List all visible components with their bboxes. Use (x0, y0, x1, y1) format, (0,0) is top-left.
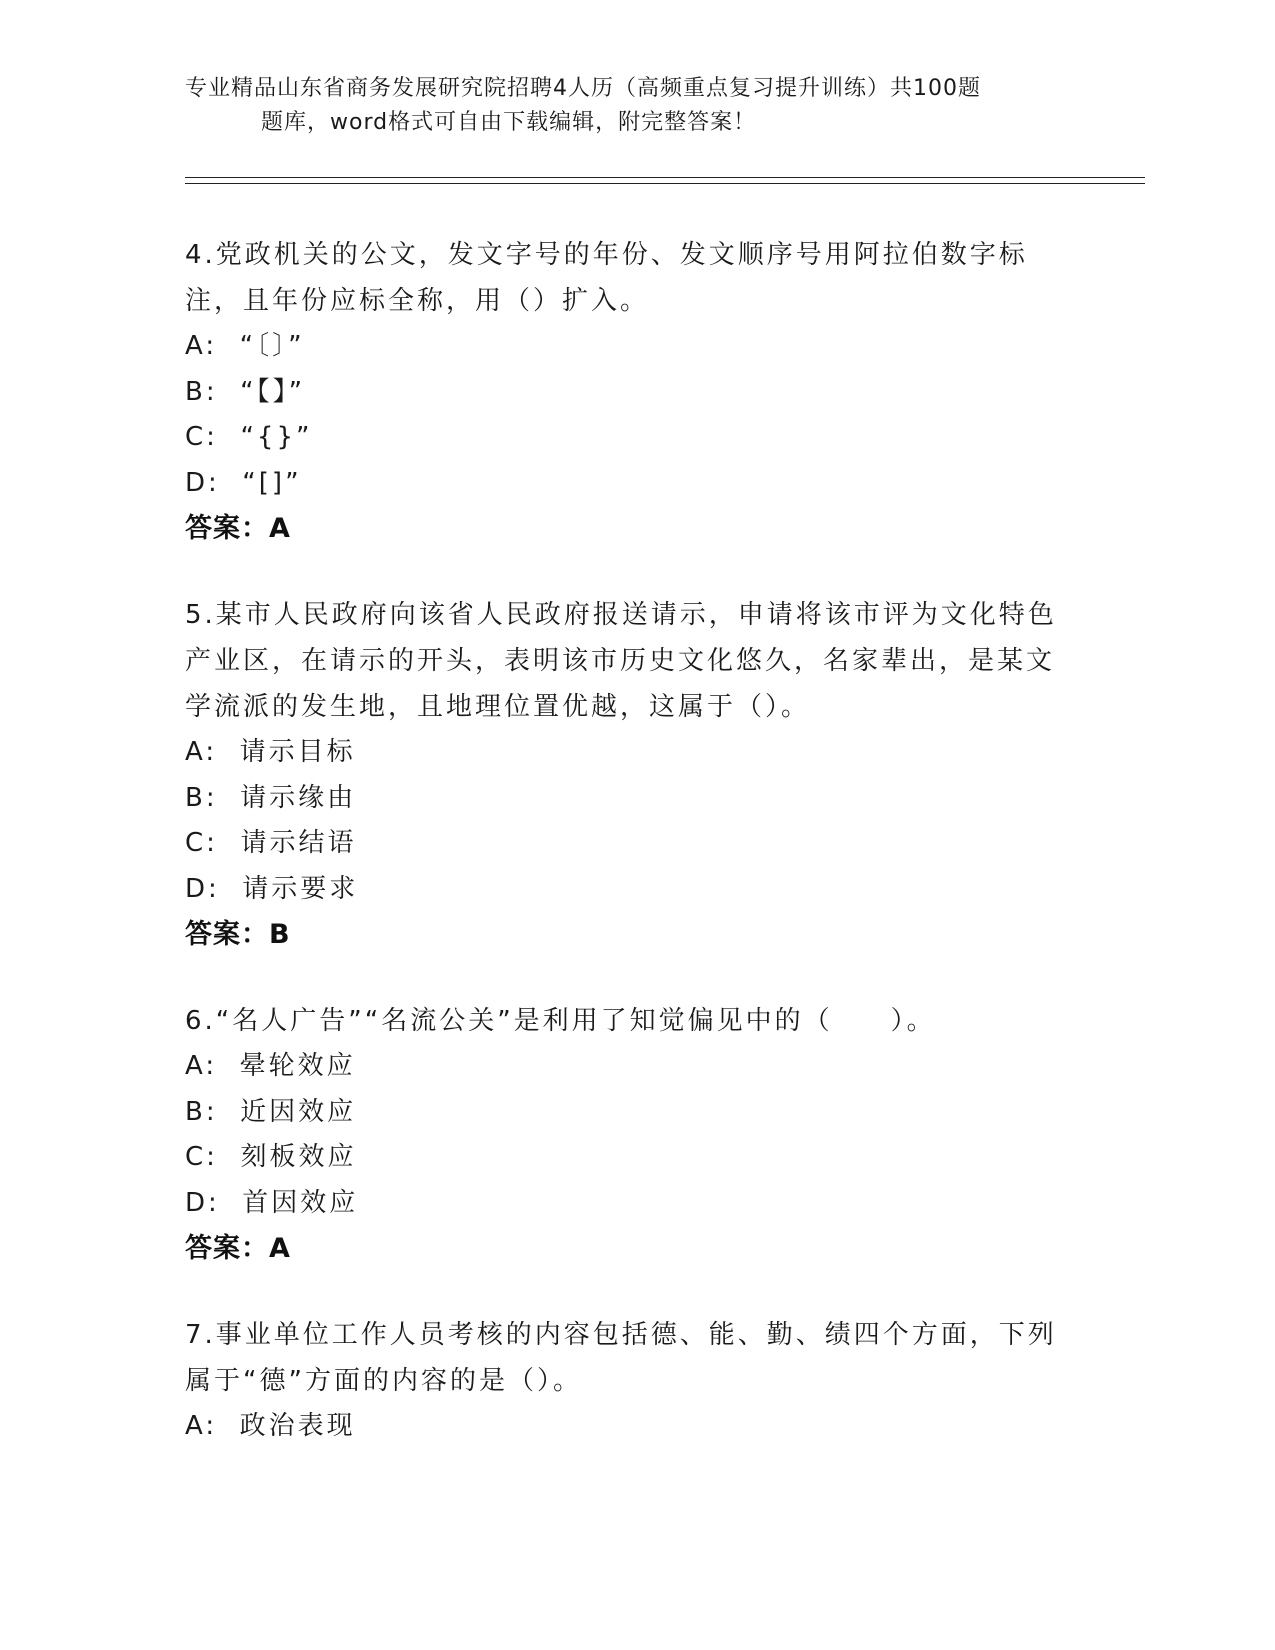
question-list (185, 232, 1065, 1490)
header-divider-top (185, 177, 1145, 178)
option-b: B: 近因效应 (185, 1096, 357, 1127)
option-c: C: 请示结语 (185, 828, 357, 858)
answer-line: 答案：B (185, 919, 291, 950)
option-a: A: 晕轮效应 (185, 1051, 356, 1081)
document-header (185, 72, 1065, 140)
option-b: B: “【】” (185, 376, 306, 407)
option-a: A: 请示目标 (185, 737, 356, 767)
answer-line: 答案：A (185, 1233, 291, 1264)
question-6 (185, 998, 1065, 1272)
question-4 (185, 232, 1065, 552)
header-divider-bottom (185, 183, 1145, 184)
question-text: 5.某市人民政府向该省人民政府报送请示，申请将该市评为文化特色产业区，在请示的开头，表明该市历史文化悠久，名家辈出，是某文学流派的发生地，且地理位置优越，这属于（）。 (185, 600, 1057, 722)
header-title-line2: 题库，word格式可自由下载编辑，附完整答案！ (261, 110, 757, 135)
option-a: A: “〔〕” (185, 331, 305, 361)
answer-line: 答案：A (185, 513, 291, 544)
question-7 (185, 1312, 1065, 1450)
option-c: C: 刻板效应 (185, 1142, 357, 1172)
question-text: 6.“名人广告”“名流公关”是利用了知觉偏见中的（ ）。 (185, 1006, 936, 1036)
question-text: 4.党政机关的公文，发文字号的年份、发文顺序号用阿拉伯数字标注，且年份应标全称，用（）扩入。 (185, 240, 1028, 316)
option-d: D: 首因效应 (185, 1187, 359, 1218)
question-text: 7.事业单位工作人员考核的内容包括德、能、勤、绩四个方面，下列属于“德”方面的内容的是（）。 (185, 1320, 1057, 1396)
option-c: C: “{}” (185, 422, 313, 452)
option-d: D: “[]” (185, 467, 302, 498)
option-d: D: 请示要求 (185, 873, 359, 904)
option-b: B: 请示缘由 (185, 782, 357, 813)
header-title-line1: 专业精品山东省商务发展研究院招聘4人历（高频重点复习提升训练）共100题 (185, 76, 981, 101)
option-a: A: 政治表现 (185, 1411, 356, 1441)
question-5 (185, 592, 1065, 958)
